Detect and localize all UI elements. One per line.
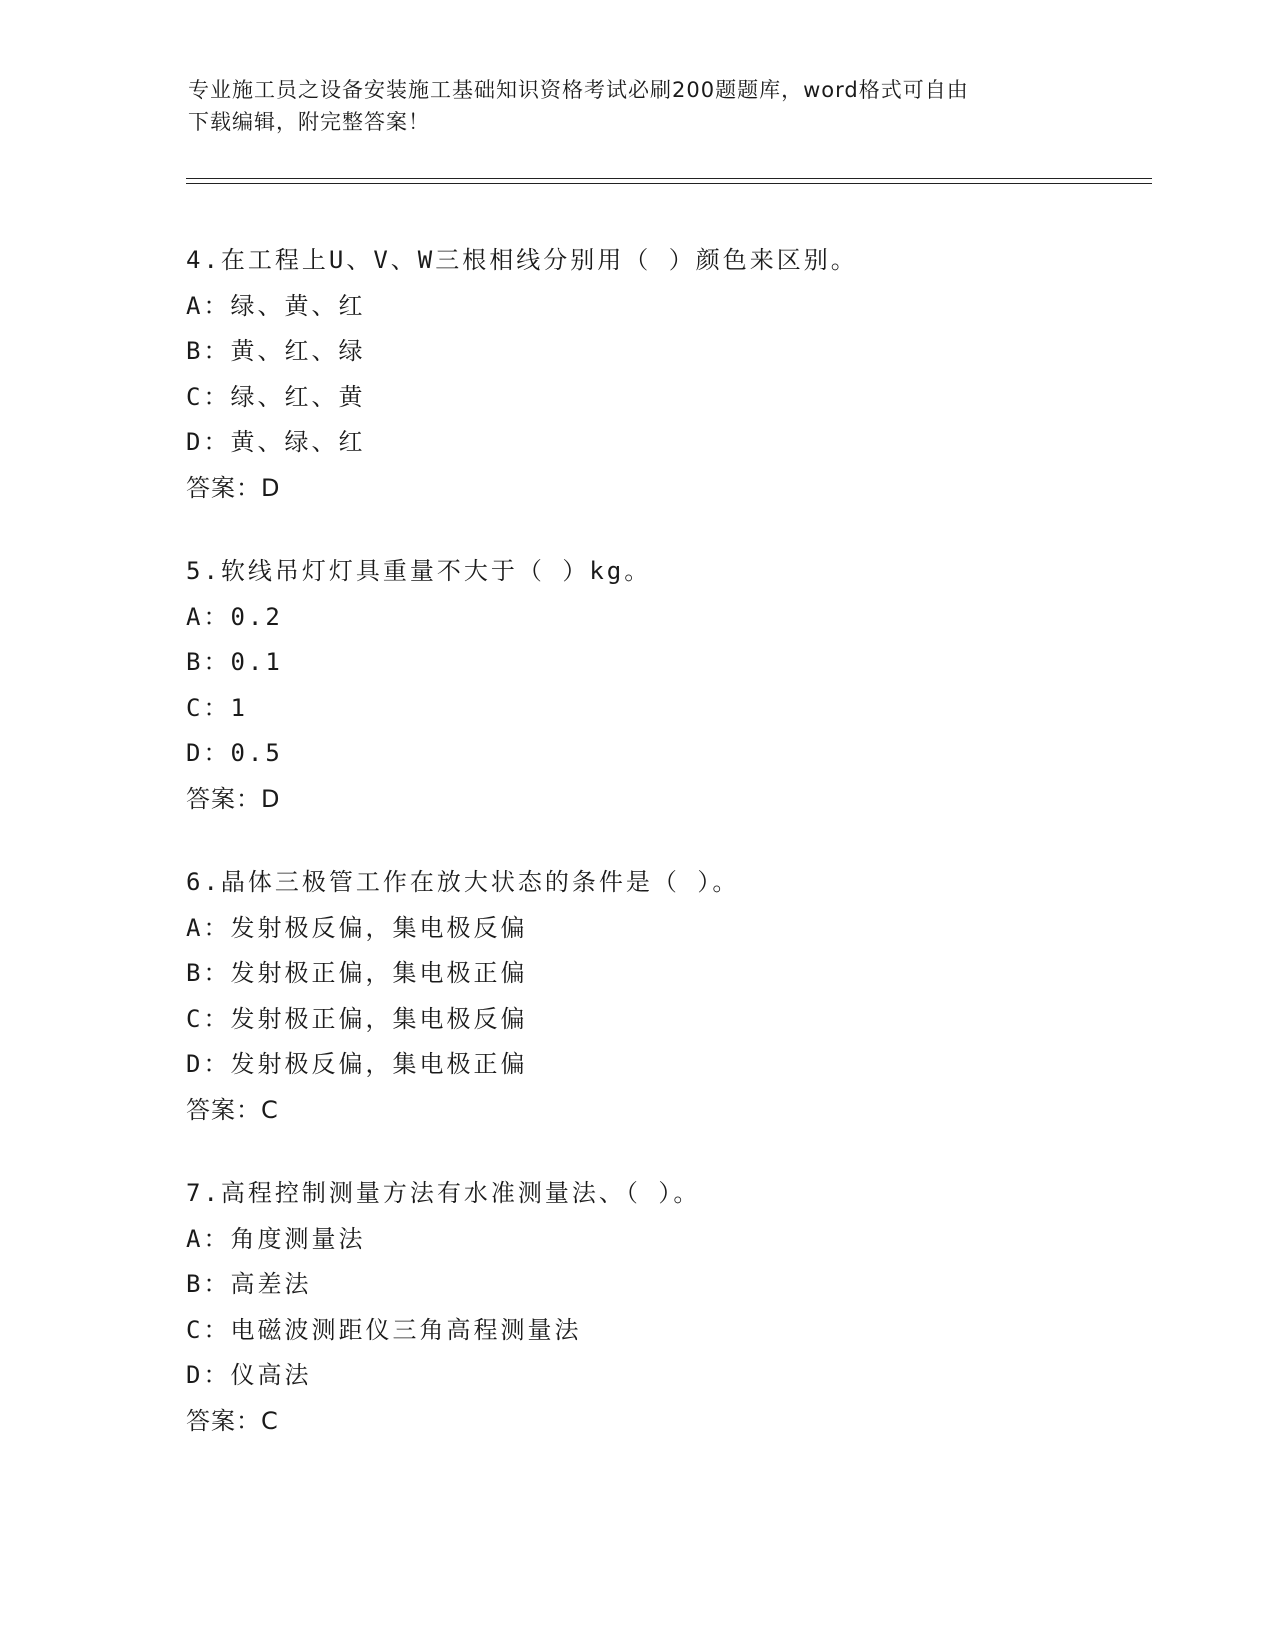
question-4 [186,238,1146,511]
option-a: A：角度测量法 [186,1224,366,1253]
question-6 [186,860,1146,1133]
question-stem: 5.软线吊灯灯具重量不大于（ ）kg。 [186,557,652,585]
header-line-2: 下载编辑，附完整答案！ [188,110,430,134]
answer: 答案：C [186,1406,279,1435]
question-list [186,238,1146,1482]
header-line-1: 专业施工员之设备安装施工基础知识资格考试必刷200题题库，word格式可自由 [188,78,969,102]
question-stem: 7.高程控制测量方法有水准测量法、（ ）。 [186,1179,701,1207]
document-header [188,74,1068,138]
option-c: C：电磁波测距仪三角高程测量法 [186,1315,582,1344]
answer: 答案：D [186,473,281,502]
option-b: B：0.1 [186,648,283,676]
option-a: A：发射极反偏，集电极反偏 [186,913,528,942]
question-7 [186,1171,1146,1444]
answer: 答案：C [186,1095,279,1124]
question-stem: 6.晶体三极管工作在放大状态的条件是（ ）。 [186,868,740,896]
option-d: D：发射极反偏，集电极正偏 [186,1050,528,1078]
option-a: A：0.2 [186,602,283,631]
option-d: D：0.5 [186,739,283,767]
option-b: B：高差法 [186,1270,312,1298]
header-rule-bottom [186,183,1152,184]
option-c: C：绿、红、黄 [186,382,366,411]
header-rule-top [186,178,1152,179]
option-b: B：发射极正偏，集电极正偏 [186,959,528,987]
option-d: D：黄、绿、红 [186,428,366,456]
option-b: B：黄、红、绿 [186,337,366,365]
question-5 [186,549,1146,822]
answer: 答案：D [186,784,281,813]
option-c: C：发射极正偏，集电极反偏 [186,1004,528,1033]
option-a: A：绿、黄、红 [186,291,366,320]
question-stem: 4.在工程上U、V、W三根相线分别用（ ）颜色来区别。 [186,246,858,274]
option-c: C：1 [186,693,248,722]
option-d: D：仪高法 [186,1361,312,1389]
